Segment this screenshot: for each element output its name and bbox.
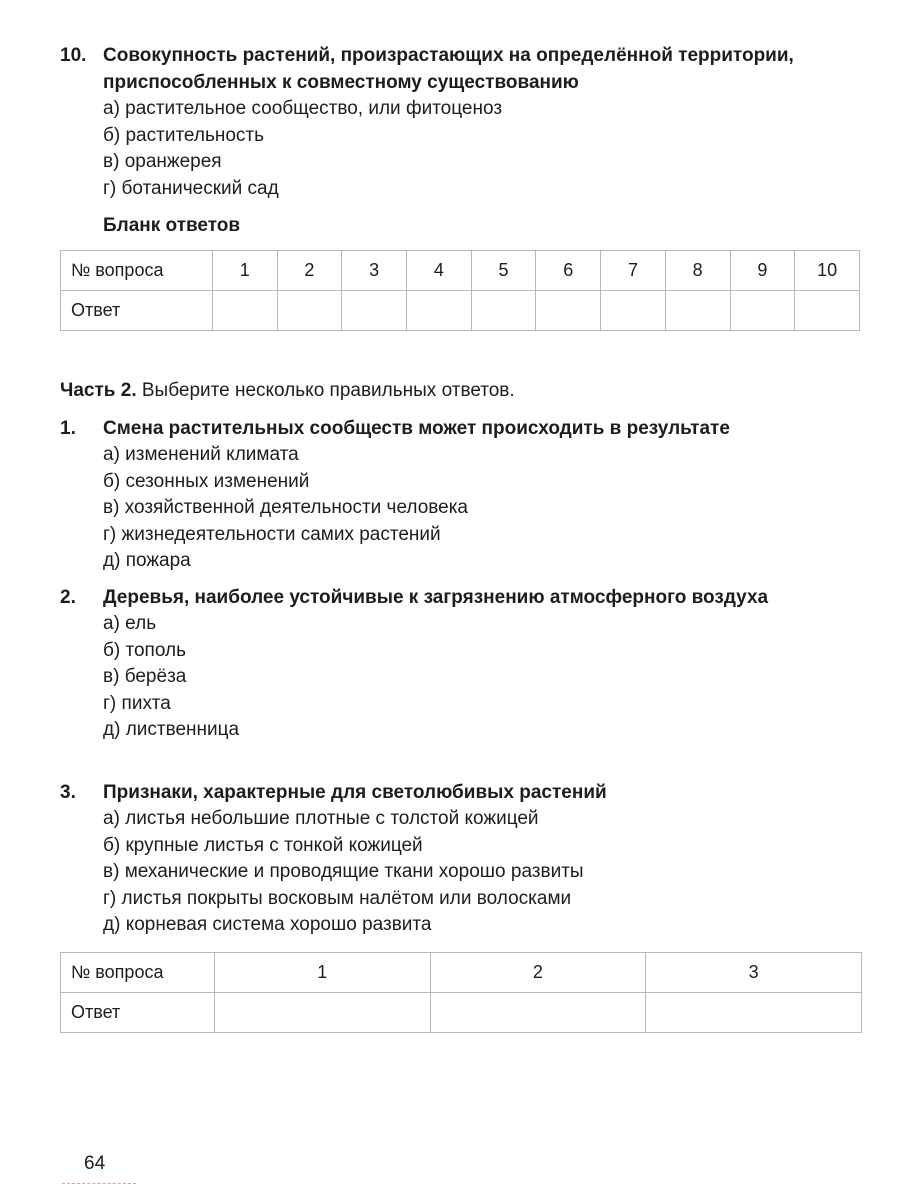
row-label-answer: Ответ bbox=[61, 291, 213, 331]
answer-option[interactable]: в) механические и проводящие ткани хорошо развиты bbox=[103, 861, 584, 882]
answer-options bbox=[103, 96, 900, 202]
question-3 bbox=[0, 779, 900, 939]
table-row-answers bbox=[61, 291, 860, 331]
answer-option[interactable]: б) растительность bbox=[103, 124, 265, 146]
answer-option[interactable]: г) пихта bbox=[103, 692, 171, 714]
answer-option[interactable]: в) берёза bbox=[103, 666, 187, 687]
question-2 bbox=[0, 584, 900, 744]
answer-table-part1 bbox=[60, 250, 860, 331]
answer-cell[interactable] bbox=[406, 291, 471, 331]
answer-table-part2 bbox=[60, 952, 862, 1033]
answer-option[interactable]: г) листья покрыты восковым налётом или волосками bbox=[103, 887, 572, 909]
column-number: 7 bbox=[601, 251, 666, 291]
part-2-label: Часть 2. bbox=[60, 380, 137, 401]
column-number: 2 bbox=[277, 251, 342, 291]
answer-cell[interactable] bbox=[646, 993, 862, 1033]
answer-cell[interactable] bbox=[471, 291, 536, 331]
question-text: Смена растительных сообществ может происходить в результате bbox=[103, 418, 730, 439]
question-10 bbox=[0, 42, 900, 202]
column-number: 1 bbox=[212, 251, 277, 291]
column-number: 8 bbox=[665, 251, 730, 291]
answer-option[interactable]: б) сезонных изменений bbox=[103, 470, 310, 492]
question-number: 10. bbox=[60, 45, 87, 66]
column-number: 6 bbox=[536, 251, 601, 291]
answer-cell[interactable] bbox=[730, 291, 795, 331]
column-number: 5 bbox=[471, 251, 536, 291]
column-number: 10 bbox=[795, 251, 860, 291]
answer-option[interactable]: а) ель bbox=[103, 613, 157, 634]
question-number: 2. bbox=[60, 587, 76, 608]
answer-options bbox=[103, 611, 900, 744]
column-number: 9 bbox=[730, 251, 795, 291]
question-text: Признаки, характерные для светолюбивых растений bbox=[103, 782, 607, 803]
answer-option[interactable]: б) тополь bbox=[103, 639, 186, 661]
answer-option[interactable]: а) изменений климата bbox=[103, 444, 299, 465]
answer-options bbox=[103, 442, 900, 575]
answer-option[interactable]: д) лиственница bbox=[103, 719, 240, 740]
answer-cell[interactable] bbox=[277, 291, 342, 331]
question-1 bbox=[0, 415, 900, 575]
answer-option[interactable]: а) растительное сообщество, или фитоценоз bbox=[103, 98, 503, 119]
answer-option[interactable]: д) корневая система хорошо развита bbox=[103, 914, 432, 935]
answer-option[interactable]: б) крупные листья с тонкой кожицей bbox=[103, 834, 423, 856]
answer-cell[interactable] bbox=[601, 291, 666, 331]
question-number: 1. bbox=[60, 418, 76, 439]
answer-option[interactable]: а) листья небольшие плотные с толстой кожицей bbox=[103, 808, 539, 829]
question-text: Деревья, наиболее устойчивые к загрязнению атмосферного воздуха bbox=[103, 587, 769, 608]
answer-option[interactable]: в) оранжерея bbox=[103, 151, 222, 172]
answer-cell[interactable] bbox=[214, 993, 430, 1033]
row-label-question: № вопроса bbox=[61, 953, 215, 993]
answer-cell[interactable] bbox=[795, 291, 860, 331]
answer-options bbox=[103, 806, 900, 939]
table-row-answers bbox=[61, 993, 862, 1033]
answer-sheet-title: Бланк ответов bbox=[103, 215, 241, 236]
answer-cell[interactable] bbox=[536, 291, 601, 331]
answer-option[interactable]: в) хозяйственной деятельности человека bbox=[103, 497, 468, 518]
column-number: 1 bbox=[214, 953, 430, 993]
question-text: Совокупность растений, произрастающих на определённой территории, приспособленных к совместному существованию bbox=[103, 45, 794, 93]
part-2-instruction: Выберите несколько правильных ответов. bbox=[136, 380, 515, 401]
question-number: 3. bbox=[60, 782, 76, 803]
row-label-answer: Ответ bbox=[61, 993, 215, 1033]
column-number: 4 bbox=[406, 251, 471, 291]
column-number: 2 bbox=[430, 953, 646, 993]
page-number-rule bbox=[62, 1183, 136, 1184]
answer-cell[interactable] bbox=[430, 993, 646, 1033]
answer-cell[interactable] bbox=[665, 291, 730, 331]
answer-cell[interactable] bbox=[342, 291, 407, 331]
answer-cell[interactable] bbox=[212, 291, 277, 331]
column-number: 3 bbox=[646, 953, 862, 993]
column-number: 3 bbox=[342, 251, 407, 291]
answer-option[interactable]: г) жизнедеятельности самих растений bbox=[103, 523, 441, 545]
page-number: 64 bbox=[84, 1153, 106, 1174]
row-label-question: № вопроса bbox=[61, 251, 213, 291]
answer-option[interactable]: г) ботанический сад bbox=[103, 177, 279, 199]
table-row-question-numbers bbox=[61, 251, 860, 291]
part-2-heading bbox=[60, 377, 515, 404]
table-row-question-numbers bbox=[61, 953, 862, 993]
answer-option[interactable]: д) пожара bbox=[103, 550, 191, 571]
